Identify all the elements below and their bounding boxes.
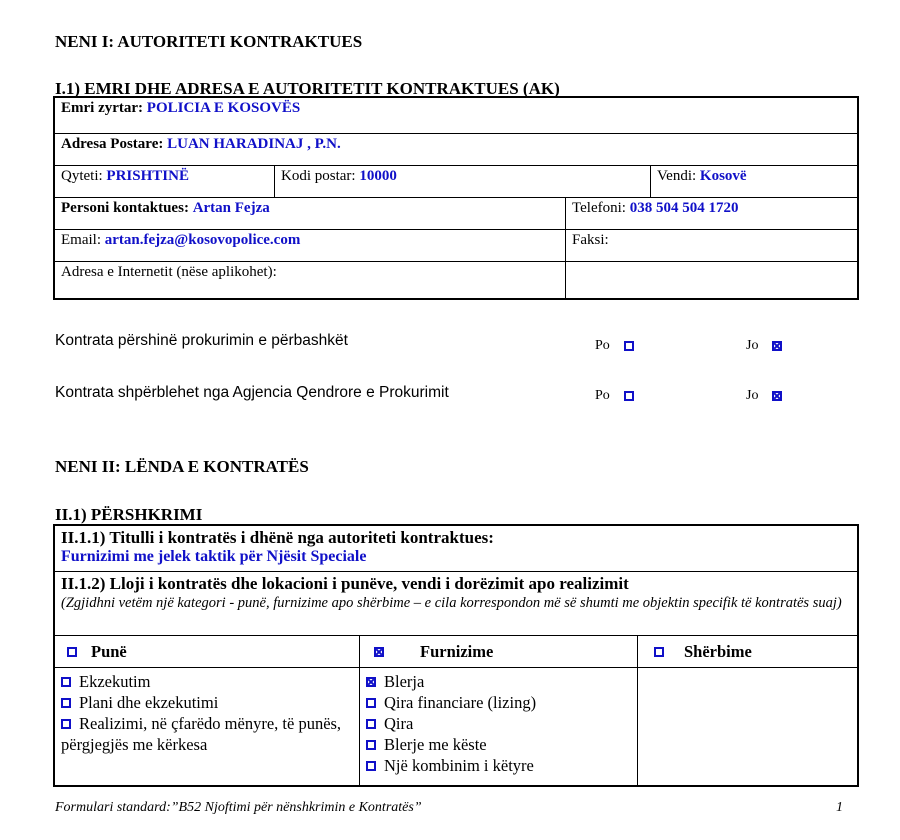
central-agency-yes[interactable]: Po (595, 388, 634, 404)
title-label: II.1.1) Titulli i kontratës i dhënë nga autoriteti kontraktues: (61, 528, 494, 547)
postal-code-label: Kodi postar: (281, 168, 356, 184)
email-row (55, 230, 857, 262)
postal-address-label: Adresa Postare (61, 136, 159, 152)
supply-option[interactable]: Qira (366, 713, 631, 734)
official-name-label: Emri zyrtar (61, 100, 139, 116)
supply-option[interactable]: Qira financiare (lizing) (366, 692, 631, 713)
city-value: PRISHTINË (106, 168, 189, 184)
contact-person-label: Personi kontaktues (61, 200, 184, 216)
page-number: 1 (836, 800, 843, 815)
category-row (55, 636, 857, 668)
section1-heading: NENI I: AUTORITETI KONTRAKTUES (55, 32, 363, 51)
postal-code-value: 10000 (359, 168, 397, 184)
joint-procurement-no[interactable]: Jo (746, 338, 782, 354)
contract-type-row (55, 572, 857, 636)
phone-label: Telefoni: (572, 200, 626, 216)
contract-type-note: (Zgjidhni vetëm një kategori - punë, furnizime apo shërbime – e cila korrespondon më së shumti me objektin specifik të kontratës suaj) (61, 595, 842, 611)
checkbox-icon[interactable] (366, 719, 376, 729)
works-option[interactable]: Ekzekutim (61, 671, 353, 692)
official-name-row: Emri zyrtar : POLICIA E KOSOVËS (55, 98, 857, 134)
yes-checkbox-icon[interactable] (624, 341, 634, 351)
options-row (55, 668, 857, 785)
checked-checkbox-icon[interactable] (374, 647, 384, 657)
city-label: Qyteti: (61, 168, 103, 184)
category-supplies[interactable]: Furnizime (360, 636, 638, 667)
title-row (55, 526, 857, 572)
checkbox-icon[interactable] (61, 677, 71, 687)
section2-heading: NENI II: LËNDA E KONTRATËS (55, 457, 309, 476)
supply-option[interactable]: Blerje me këste (366, 734, 631, 755)
official-name-value: POLICIA E KOSOVËS (146, 100, 301, 116)
checkbox-icon[interactable] (67, 647, 77, 657)
section2-subheading: II.1) PËRSHKRIMI (55, 505, 203, 524)
country-value: Kosovë (699, 168, 747, 184)
yes-checkbox-icon[interactable] (624, 391, 634, 401)
postal-address-row: Adresa Postare : LUAN HARADINAJ , P.N. (55, 134, 857, 166)
checked-checkbox-icon[interactable] (366, 677, 376, 687)
checked-checkbox-icon[interactable] (772, 341, 782, 351)
postal-address-value: LUAN HARADINAJ , P.N. (167, 136, 341, 152)
central-agency-no[interactable]: Jo (746, 388, 782, 404)
email-label: Email: (61, 232, 101, 248)
joint-procurement-question: Kontrata përshinë prokurimin e përbashkët (55, 332, 348, 349)
title-value: Furnizimi me jelek taktik për Njësit Speciale (61, 548, 367, 565)
fax-label: Faksi: (572, 232, 609, 248)
supply-options (360, 668, 638, 785)
supply-option[interactable]: Blerja (366, 671, 631, 692)
category-works[interactable]: Punë (55, 636, 360, 667)
contract-type-label: II.1.2) Lloji i kontratës dhe lokacioni i punëve, vendi i dorëzimit apo realizimit (61, 574, 629, 593)
phone-value: 038 504 504 1720 (629, 200, 739, 216)
checkbox-icon[interactable] (654, 647, 664, 657)
checkbox-icon[interactable] (366, 740, 376, 750)
central-agency-question: Kontrata shpërblehet nga Agjencia Qendrore e Prokurimit (55, 384, 449, 401)
checked-checkbox-icon[interactable] (772, 391, 782, 401)
works-option[interactable]: Plani dhe ekzekutimi (61, 692, 353, 713)
authority-table (53, 96, 859, 300)
section1-subheading: I.1) EMRI DHE ADRESA E AUTORITETIT KONTRAKTUES (AK) (55, 79, 560, 98)
checkbox-icon[interactable] (61, 719, 71, 729)
joint-procurement-yes[interactable]: Po (595, 338, 634, 354)
email-value: artan.fejza@kosovopolice.com (104, 232, 301, 248)
footer-form-name: Formulari standard:”B52 Njoftimi për nënshkrimin e Kontratës” (55, 800, 422, 815)
checkbox-icon[interactable] (61, 698, 71, 708)
city-row (55, 166, 857, 198)
country-label: Vendi: (657, 168, 697, 184)
contact-row: Personi kontaktues : Artan Fejza Telefoni: 038 504 504 1720 (55, 198, 857, 230)
works-option[interactable]: Realizimi, në çfarëdo mënyre, të punës, përgjegjës me kërkesa (61, 714, 342, 754)
checkbox-icon[interactable] (366, 698, 376, 708)
checkbox-icon[interactable] (366, 761, 376, 771)
category-services[interactable]: Shërbime (638, 636, 857, 667)
internet-row (55, 262, 857, 298)
supply-option[interactable]: Një kombinim i këtyre (366, 755, 631, 776)
services-options (638, 668, 857, 785)
works-options (55, 668, 360, 785)
contact-person-value: Artan Fejza (192, 200, 270, 216)
description-table (53, 524, 859, 787)
internet-label: Adresa e Internetit (nëse aplikohet): (61, 264, 277, 280)
